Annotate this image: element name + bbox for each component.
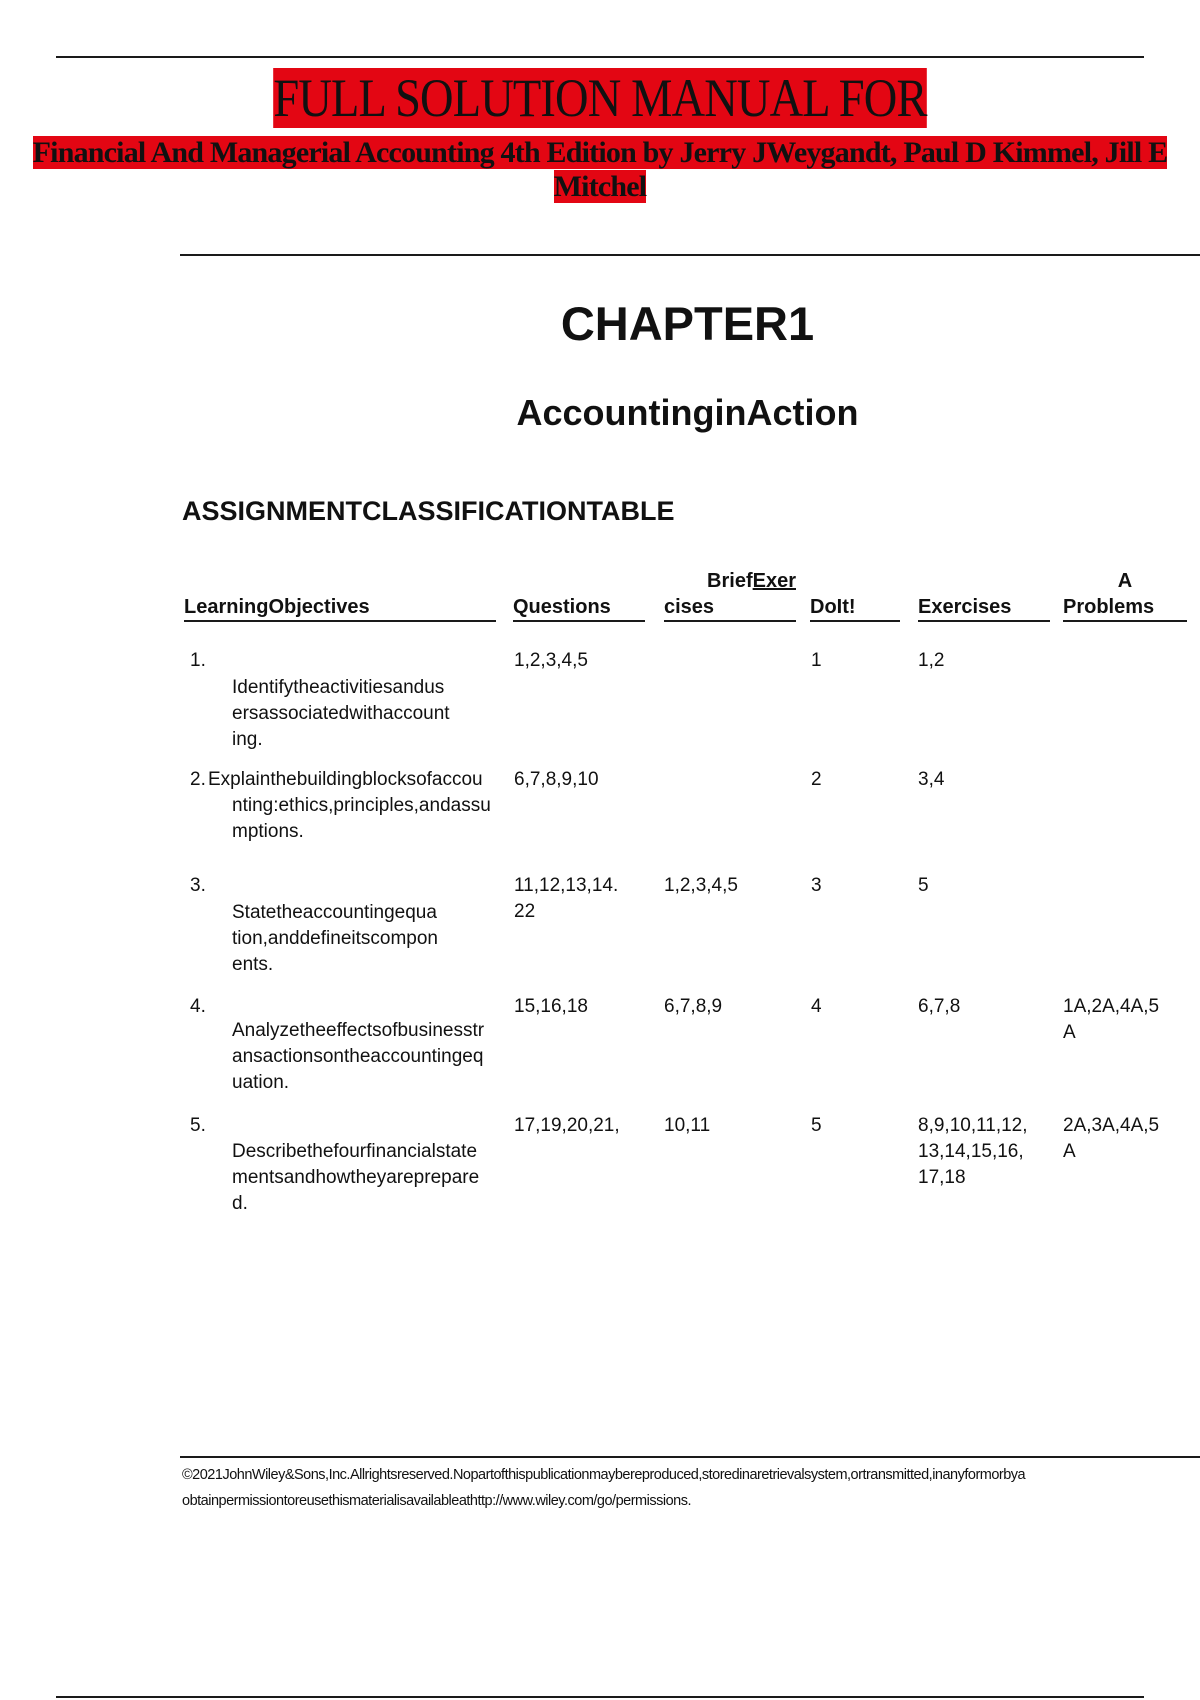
- table-cell-exercises: 6,7,8: [918, 996, 961, 1017]
- table-cell-exercises: 8,9,10,11,12,13,14,15,16,17,18: [918, 1115, 1028, 1188]
- header-brief-exercises: [664, 568, 796, 622]
- top-rule: [56, 56, 1144, 58]
- header-brief-label-b: Exer: [752, 570, 796, 592]
- header-exercises: [918, 568, 1050, 622]
- table-cell-questions: 15,16,18: [514, 996, 588, 1017]
- chapter-title: CHAPTER1: [560, 297, 815, 350]
- table-cell-brief-exercises: 6,7,8,9: [664, 996, 723, 1017]
- table-cell-doit: 5: [811, 1115, 822, 1136]
- banner-subtitle-line1: Financial And Managerial Accounting 4th Edition by Jerry JWeygandt, Paul D Kimmel, Jill E: [32, 136, 1168, 169]
- header-doit-label: DoIt!: [810, 596, 856, 618]
- header-problems-label-top: A: [1117, 570, 1133, 592]
- banner-subtitle: [0, 136, 1200, 204]
- header-brief-label-a: Brief: [707, 570, 753, 592]
- table-cell-brief-exercises: 10,11: [664, 1115, 711, 1136]
- table-cell-doit: 1: [811, 650, 822, 671]
- header-brief-label-c: cises: [664, 596, 715, 618]
- header-problems-label: Problems: [1063, 596, 1155, 618]
- banner-title: [84, 68, 1116, 128]
- objective-number: 5.: [190, 1115, 206, 1136]
- table-cell-questions: 1,2,3,4,5: [514, 650, 588, 671]
- objective-number: 4.: [190, 996, 206, 1017]
- header-doit: [810, 568, 900, 622]
- objective-number: 2.: [190, 769, 206, 790]
- objective-text: Statetheaccountingequation,anddefineitscomponents.: [232, 902, 438, 975]
- header-learning-objectives: [184, 568, 496, 622]
- header-brief-exercises-top: [664, 568, 796, 594]
- objective-number: 3.: [190, 875, 206, 896]
- header-questions-label: Questions: [513, 596, 611, 618]
- header-rule: [180, 254, 1200, 256]
- table-cell-exercises: 5: [918, 875, 929, 896]
- header-exercises-label: Exercises: [918, 596, 1012, 618]
- table-cell-exercises: 1,2: [918, 650, 945, 671]
- table-heading: ASSIGNMENTCLASSIFICATIONTABLE: [182, 496, 675, 526]
- header-learning-objectives-label: LearningObjectives: [184, 596, 370, 618]
- banner-subtitle-line2: Mitchel: [553, 170, 647, 203]
- footer-line-2: obtainpermissiontoreusethismaterialisavailableathttp://www.wiley.com/go/permissions.: [182, 1493, 691, 1509]
- objective-text: Describethefourfinancialstatementsandhowtheyareprepared.: [232, 1141, 480, 1214]
- header-problems: [1063, 568, 1187, 622]
- objective-text: Analyzetheeffectsofbusinesstransactionsontheaccountingequation.: [232, 1020, 485, 1093]
- bottom-rule: [56, 1696, 1144, 1698]
- header-questions: [513, 568, 645, 622]
- table-cell-doit: 4: [811, 996, 822, 1017]
- table-cell-problems: 1A,2A,4A,5A: [1063, 996, 1160, 1043]
- banner-title-text: FULL SOLUTION MANUAL FOR: [273, 68, 927, 128]
- copyright-footer: [182, 1462, 1197, 1514]
- objective-number: 1.: [190, 650, 206, 671]
- table-cell-questions: 17,19,20,21,: [514, 1115, 620, 1136]
- table-cell-problems: 2A,3A,4A,5A: [1063, 1115, 1160, 1162]
- table-cell-questions: 6,7,8,9,10: [514, 769, 599, 790]
- table-cell-exercises: 3,4: [918, 769, 945, 790]
- table-cell-doit: 2: [811, 769, 822, 790]
- footer-line-1: ©2021JohnWiley&Sons,Inc.Allrightsreserved.Nopartofthispublicationmaybereproduced,storedinaretrievalsystem,ortransmitted,inanyformorbya: [182, 1467, 1026, 1483]
- table-cell-brief-exercises: 1,2,3,4,5: [664, 875, 738, 896]
- table-cell-doit: 3: [811, 875, 822, 896]
- objective-text: Explainthebuildingblocksofaccounting:ethics,principles,andassumptions.: [208, 769, 491, 842]
- table-cell-questions: 11,12,13,14.22: [514, 875, 619, 922]
- chapter-subtitle: AccountinginAction: [516, 392, 859, 433]
- objective-text: Identifytheactivitiesandusersassociatedwithaccounting.: [232, 677, 450, 750]
- footer-rule: [180, 1456, 1200, 1458]
